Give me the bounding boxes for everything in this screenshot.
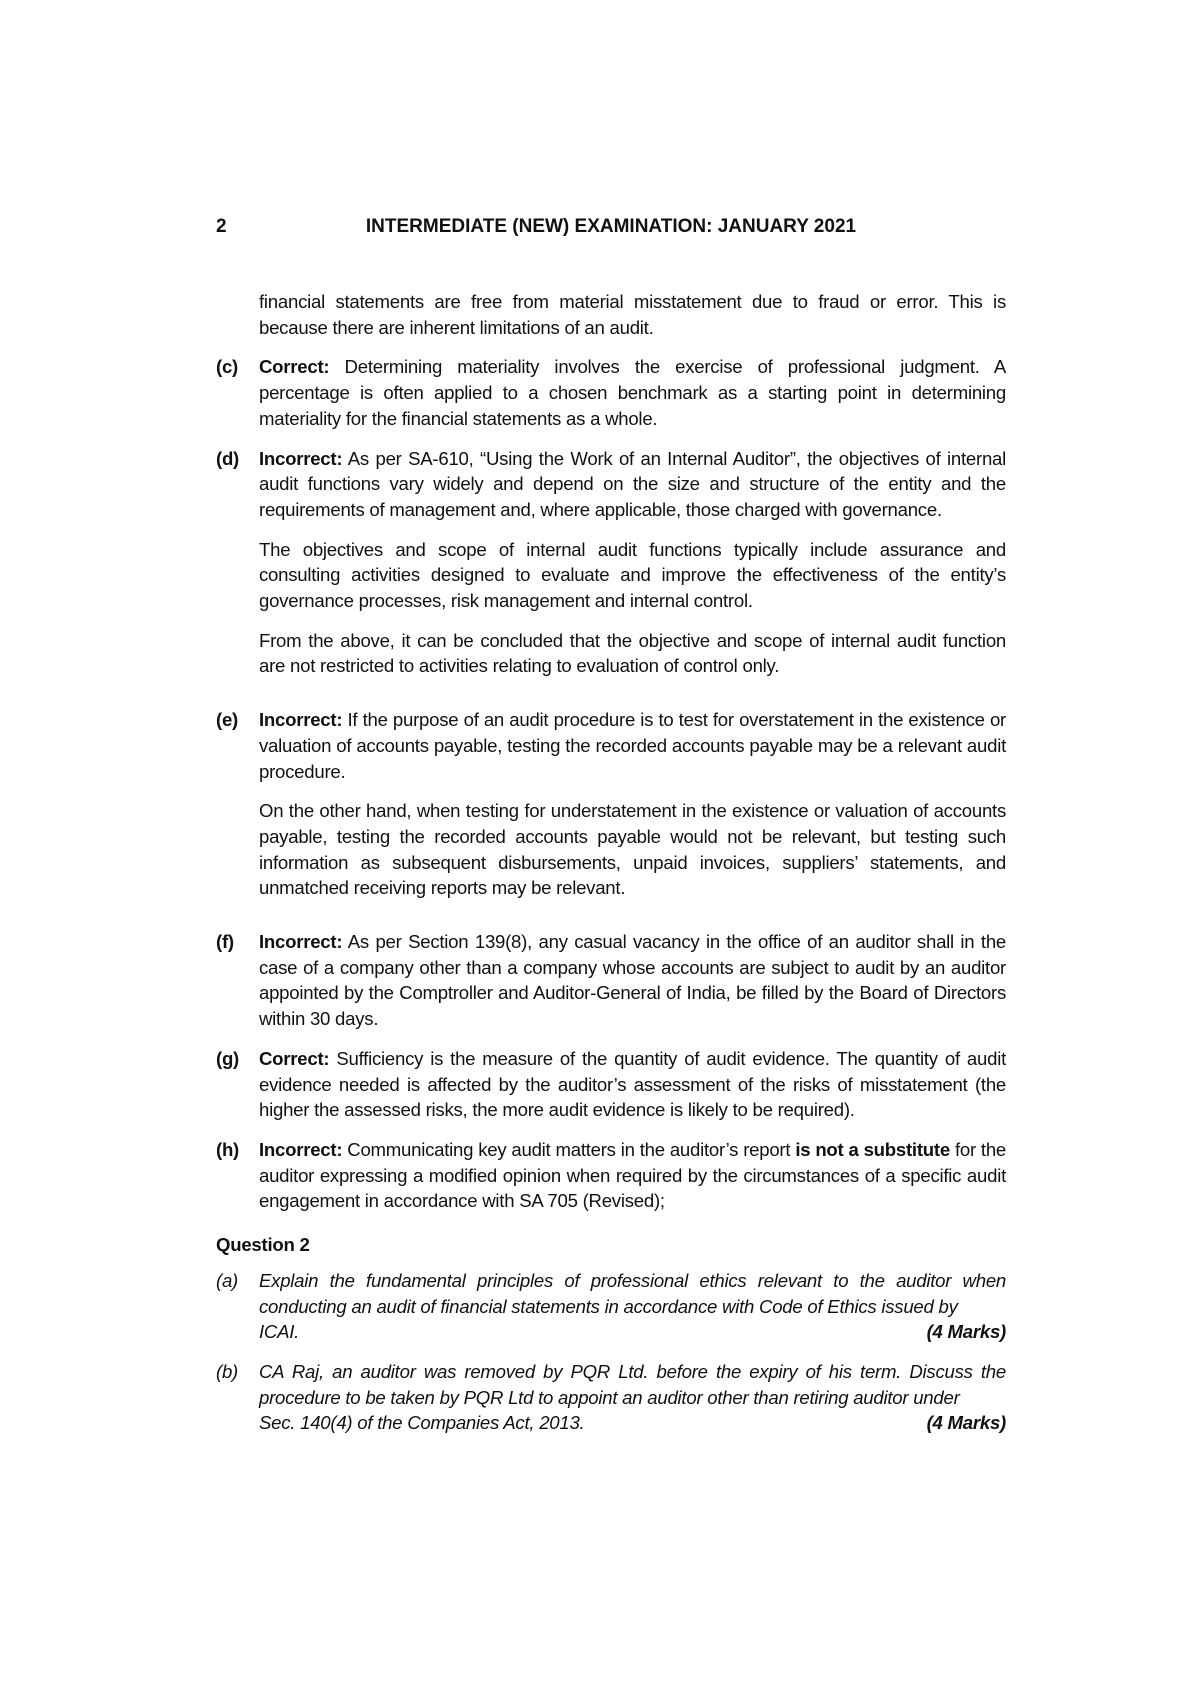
question-part-label: (a) — [216, 1269, 238, 1291]
item-body — [259, 1137, 1006, 1214]
item-text: Sufficiency is the measure of the quantity of audit evidence. The quantity of audit evidence needed is affected by the auditor’s assessment of the risks of misstatement (the higher the assessed risks, the more audit evidence is likely to be required). — [259, 1047, 1006, 1121]
document-body — [216, 289, 1006, 1450]
item-body — [259, 354, 1006, 431]
item-body — [259, 1046, 1006, 1123]
item-paragraph — [259, 1046, 1006, 1123]
item-label: (h) — [216, 1138, 239, 1160]
item-text: If the purpose of an audit procedure is to test for overstatement in the existence or valuation of accounts payable, testing the recorded accounts payable may be a relevant audit procedure. — [259, 709, 1006, 782]
item-paragraph — [259, 446, 1006, 523]
item-verdict: Incorrect: — [259, 447, 343, 469]
answer-item — [216, 354, 1006, 431]
item-label: (f) — [216, 931, 234, 953]
question-part-body — [259, 1359, 1006, 1436]
item-paragraph — [259, 707, 1006, 784]
item-paragraph — [259, 628, 1006, 679]
page-number: 2 — [216, 216, 227, 237]
item-text-after: for the auditor expressing a modified opinion when required by the circumstances of a specific audit engagement in accordance with SA 705 (Revised); — [259, 1138, 1007, 1212]
page-header — [216, 216, 1006, 244]
item-bold-phrase: is not a substitute — [795, 1138, 950, 1160]
item-verdict: Correct: — [259, 356, 330, 378]
item-verdict: Incorrect: — [259, 931, 343, 953]
answer-item — [216, 1046, 1006, 1123]
question-part-text: Explain the fundamental principles of professional ethics relevant to the auditor when conducting an audit of financial statements in accordance with Code of Ethics issued by — [259, 1269, 1006, 1317]
item-label: (d) — [216, 447, 239, 469]
question-heading: Question 2 — [216, 1234, 310, 1256]
item-verdict: Incorrect: — [259, 1138, 343, 1160]
item-text-before: Communicating key audit matters in the auditor’s report — [347, 1138, 791, 1160]
marks-label: (4 Marks) — [926, 1412, 1006, 1434]
item-paragraph — [259, 798, 1006, 901]
item-text: As per SA-610, “Using the Work of an Internal Auditor”, the objectives of internal audit functions vary widely and depend on the size and structure of the entity and the requirements of management and, where applicable, those charged with governance. — [259, 447, 1007, 520]
item-label: (c) — [216, 356, 238, 378]
item-label: (g) — [216, 1047, 239, 1069]
question-part-last-line — [259, 1319, 1006, 1345]
item-body — [259, 707, 1006, 915]
question-part-last-line — [259, 1410, 1006, 1436]
question-part-label: (b) — [216, 1360, 238, 1382]
item-text: As per Section 139(8), any casual vacancy in the office of an auditor shall in the case of a company other than a company whose accounts are subject to audit by an auditor appointed by the Comptroller and Auditor-General of India, be filled by the Board of Directors within 30 days. — [259, 931, 1006, 1030]
marks-label: (4 Marks) — [926, 1321, 1006, 1343]
page-title: INTERMEDIATE (NEW) EXAMINATION: JANUARY 2021 — [365, 216, 857, 237]
question-part-last-text: ICAI. — [259, 1321, 300, 1343]
answer-item — [216, 929, 1006, 1032]
item-paragraph — [259, 929, 1006, 1032]
item-verdict: Correct: — [259, 1047, 330, 1069]
item-verdict: Incorrect: — [259, 709, 343, 731]
question-part-a — [216, 1268, 1006, 1345]
item-label: (e) — [216, 709, 238, 731]
question-part-b — [216, 1359, 1006, 1436]
item-paragraph — [259, 537, 1006, 614]
continuation-paragraph: financial statements are free from material misstatement due to fraud or error. This is because there are inherent limitations of an audit. — [259, 291, 1006, 338]
item-text: From the above, it can be concluded that the objective and scope of internal audit function are not restricted to activities relating to evaluation of control only. — [259, 629, 1006, 677]
item-text: The objectives and scope of internal audit functions typically include assurance and consulting activities designed to evaluate and improve the effectiveness of the entity’s governance processes, risk management and internal control. — [259, 538, 1006, 612]
question-part-last-text: Sec. 140(4) of the Companies Act, 2013. — [259, 1412, 585, 1434]
item-body — [259, 929, 1006, 1032]
answer-items — [216, 354, 1006, 1123]
item-text: On the other hand, when testing for understatement in the existence or valuation of accounts payable, testing the recorded accounts payable would not be relevant, but testing such information as subsequent disbursements, unpaid invoices, suppliers’ statements, and unmatched receiving reports may be relevant. — [259, 800, 1006, 899]
answer-item — [216, 707, 1006, 915]
question-part-text: CA Raj, an auditor was removed by PQR Ltd. before the expiry of his term. Discuss the procedure to be taken by PQR Ltd to appoint an auditor other than retiring auditor under — [259, 1360, 1006, 1408]
item-text: Determining materiality involves the exercise of professional judgment. A percentage is often applied to a chosen benchmark as a starting point in determining materiality for the financial statements as a whole. — [259, 356, 1006, 429]
item-body — [259, 446, 1006, 694]
question-part-body — [259, 1268, 1006, 1345]
answer-item-h — [216, 1137, 1006, 1214]
item-paragraph — [259, 354, 1006, 431]
answer-item — [216, 446, 1006, 694]
